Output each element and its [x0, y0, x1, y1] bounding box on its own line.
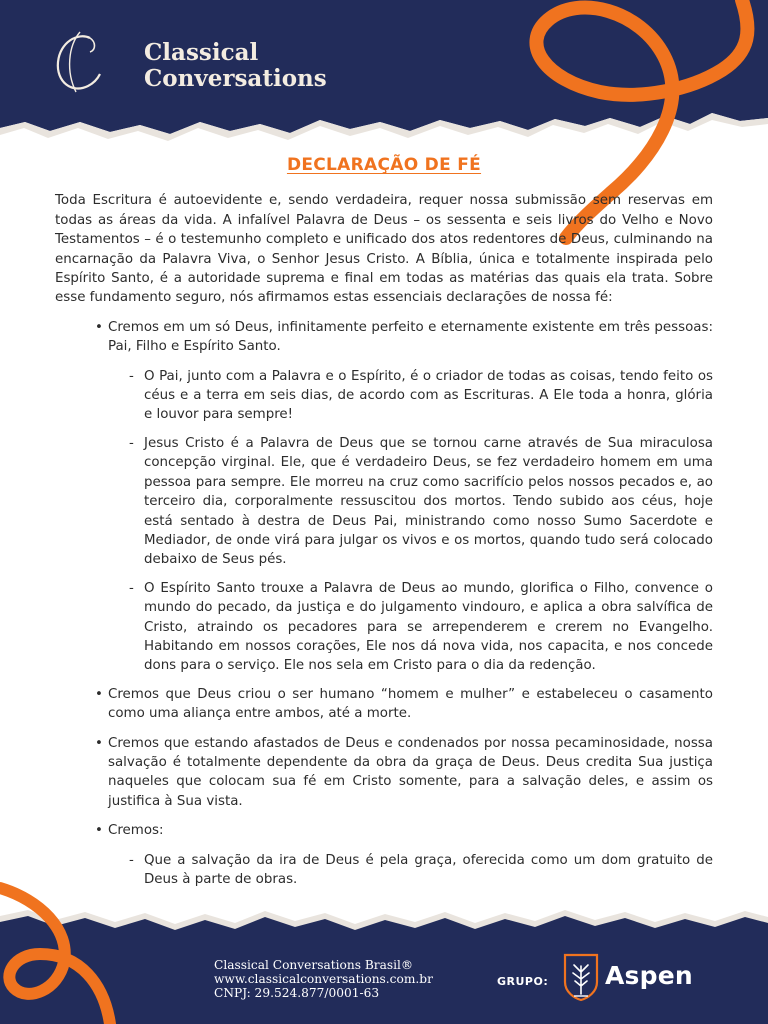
- aspen-tree-shield-icon: [562, 952, 600, 1002]
- brand-name-line2: Conversations: [144, 65, 327, 92]
- document-body: [55, 150, 713, 898]
- sub-list-item-text: Jesus Cristo é a Palavra de Deus que se tornou carne através de Sua miraculosa concepção virginal. Ele, que é verdadeiro Deus, se fez verdadeiro homem em uma pessoa para sempre. Ele morreu na cruz como sacrifício pelos nossos pecados e, ao terceiro dia, corporalmente ressuscitou dos mortos. Tendo subido aos céus, hoje está sentado à destra de Deus Pai, ministrando como nosso Sumo Sacerdote e Mediador, de onde virá para julgar os vivos e os mortos, quando tudo será colocado debaixo de Seus pés.: [144, 435, 713, 568]
- bullet-marker: •: [95, 735, 103, 751]
- list-item-text: Cremos em um só Deus, infinitamente perfeito e eternamente existente em três pessoas: Pai, Filho e Espírito Santo.: [108, 319, 713, 355]
- dash-marker: -: [129, 852, 134, 868]
- brand-header: [50, 28, 327, 98]
- sub-list-item-text: Que a salvação da ira de Deus é pela graça, oferecida como um dom gratuito de Deus à parte de obras.: [144, 852, 713, 887]
- document-title: DECLARAÇÃO DE FÉ: [286, 155, 482, 175]
- sub-list-item: [55, 367, 713, 425]
- bullet-marker: •: [95, 686, 103, 702]
- footer-company: Classical Conversations Brasil®: [214, 958, 414, 972]
- group-name: Aspen: [605, 961, 693, 990]
- list-item: [55, 821, 713, 840]
- list-item: [55, 318, 713, 357]
- dash-marker: -: [129, 435, 134, 451]
- brand-name-line1: Classical: [144, 39, 259, 66]
- script-c-logo-icon: [50, 28, 108, 98]
- list-item-text: Cremos que estando afastados de Deus e condenados por nossa pecaminosidade, nossa salvação é totalmente dependente da obra da graça de Deus. Deus credita Sua justiça naqueles que colocam sua fé em Cristo somente, para a salvação deles, e assim os justifica à Sua vista.: [108, 735, 713, 809]
- list-item: [55, 685, 713, 724]
- list-item-text: Cremos:: [108, 823, 164, 839]
- bullet-marker: •: [95, 319, 103, 335]
- dash-marker: -: [129, 580, 134, 596]
- footer-cnpj: CNPJ: 29.524.877/0001-63: [214, 986, 380, 1000]
- sub-list-item: [55, 434, 713, 570]
- bullet-marker: •: [95, 823, 103, 839]
- list-item: [55, 734, 713, 812]
- brand-name: [144, 40, 327, 92]
- sub-list-item-text: O Pai, junto com a Palavra e o Espírito, é o criador de todas as coisas, tendo feito os céus e a terra em seis dias, de acordo com as Escrituras. A Ele toda a honra, glória e louvor para sempre!: [144, 368, 713, 423]
- footer-banner: [0, 880, 768, 1024]
- group-label: GRUPO:: [497, 975, 549, 988]
- footer-website[interactable]: www.classicalconversations.com.br: [214, 972, 433, 986]
- dash-marker: -: [129, 368, 134, 384]
- sub-list-item-text: O Espírito Santo trouxe a Palavra de Deus ao mundo, glorifica o Filho, convence o mundo do pecado, da justiça e do julgamento vindouro, e aplica a obra salvífica de Cristo, atraindo os pecadores para se arrependerem e crerem no Evangelho. Habitando em nossos corações, Ele nos dá nova vida, nos capacita, e nos concede dons para o serviço. Ele nos sela em Cristo para o dia da redenção.: [144, 580, 713, 674]
- list-item-text: Cremos que Deus criou o ser humano “homem e mulher” e estabeleceu o casamento como uma aliança entre ambos, até a morte.: [108, 686, 713, 722]
- footer-contact: [214, 958, 433, 1000]
- intro-paragraph: Toda Escritura é autoevidente e, sendo verdadeira, requer nossa submissão sem reservas em todas as áreas da vida. A infalível Palavra de Deus – os sessenta e seis livros do Velho e Novo Testamentos – é o testemunho completo e unificado dos atos redentores de Deus, culminando na encarnação da Palavra Viva, o Senhor Jesus Cristo. A Bíblia, única e totalmente inspirada pelo Espírito Santo, é a autoridade suprema e final em todas as matérias das quais ela trata. Sobre esse fundamento seguro, nós afirmamos estas essenciais declarações de nossa fé:: [55, 193, 713, 306]
- sub-list-item: [55, 579, 713, 676]
